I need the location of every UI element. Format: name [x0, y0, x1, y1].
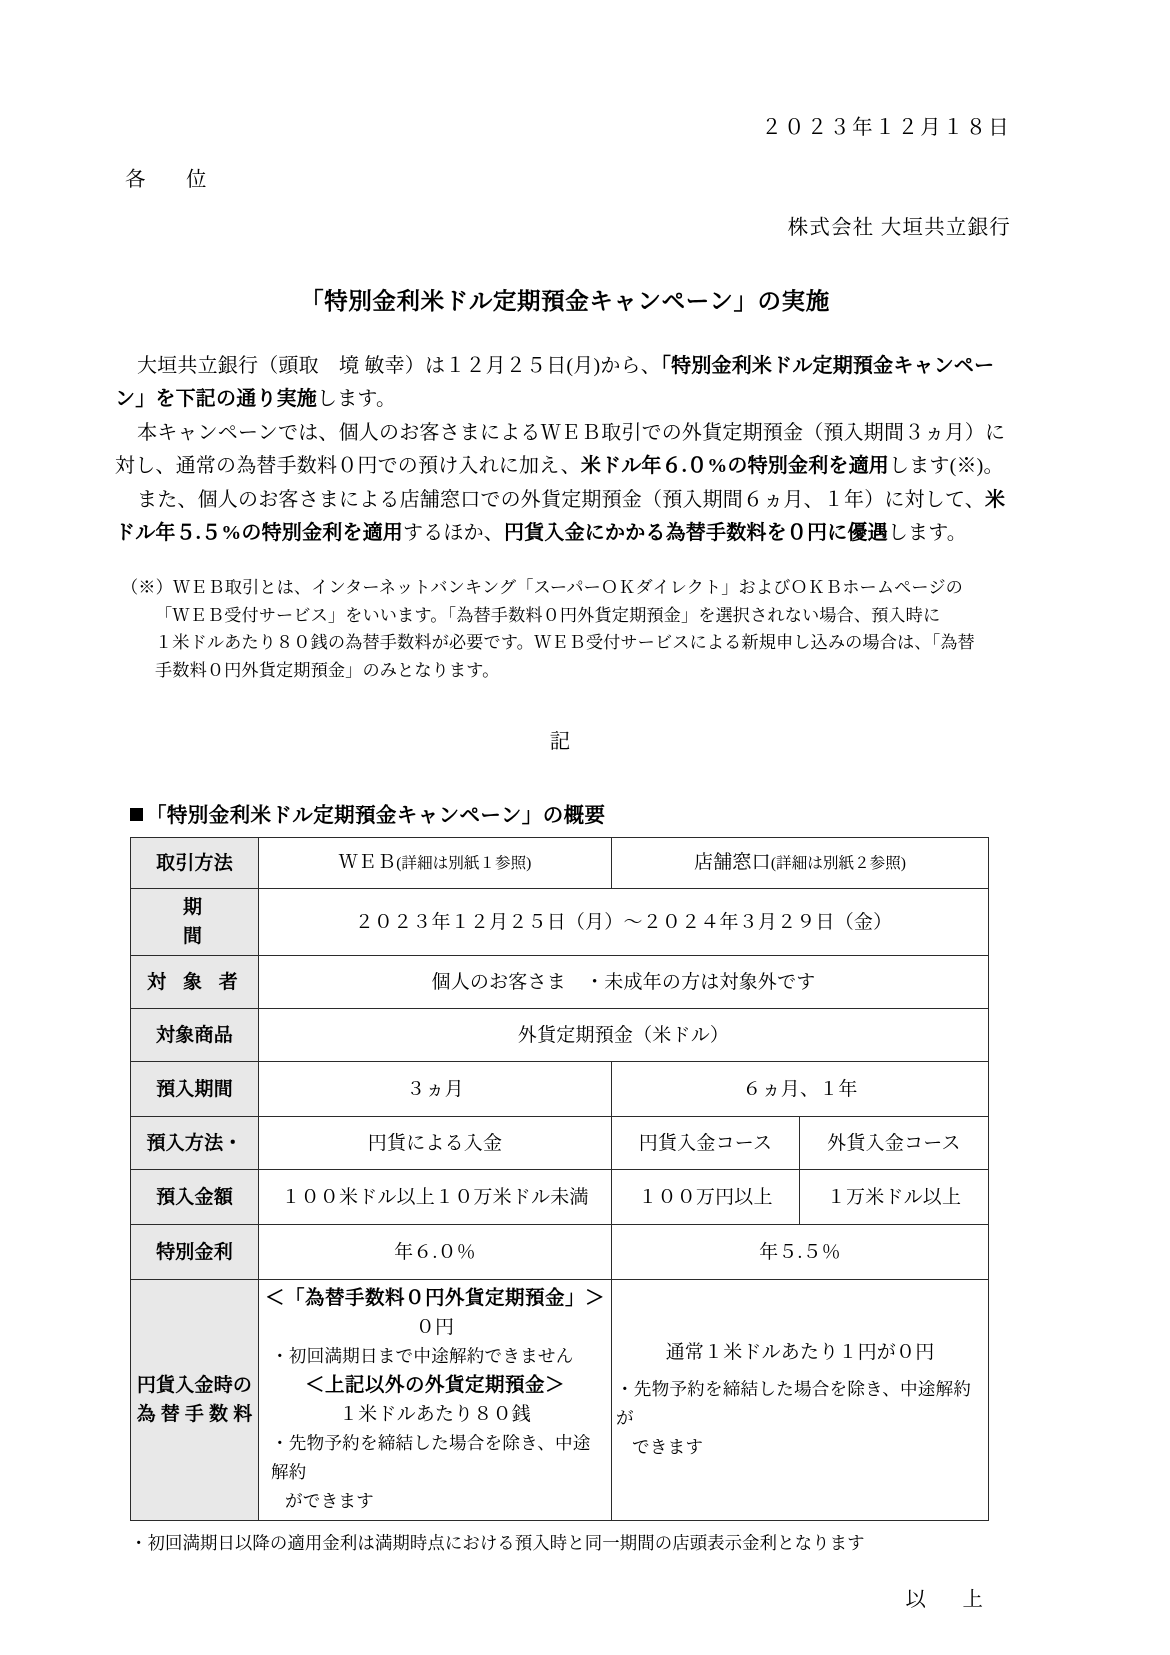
campaign-summary-table: [130, 837, 989, 1521]
fee-web-heading-1: ＜「為替手数料０円外貨定期預金」＞: [264, 1288, 605, 1309]
cell-method-branch: [612, 838, 989, 889]
section-heading-label: 「特別金利米ドル定期預金キャンペーン」の概要: [146, 805, 606, 827]
cell-method-web-main: ＷＥＢ: [338, 852, 397, 873]
bottom-note: ・初回満期日以降の適用金利は満期時点における預入時と同一期間の店頭表示金利となります: [130, 1533, 865, 1553]
row-header-fee-line-1: 円貨入金時の: [136, 1375, 253, 1396]
p1-text-a: 大垣共立銀行（頭取 境 敏幸）は１２月２５日(月)から、: [137, 355, 661, 377]
p3-text-bold-1: 米ドル年５.５%の特別金利を適用: [115, 489, 1006, 544]
row-header-fee-line-2: 為 替 手 数 料: [136, 1404, 253, 1425]
cell-method-web: [259, 838, 612, 889]
table-row-method: [131, 838, 989, 889]
row-header-deposit-amount: 預入金額: [131, 1170, 259, 1225]
footnote-line-4: 手数料０円外貨定期預金」のみとなります。: [155, 660, 500, 680]
fee-web-bullet-2-line-1: ・先物予約を締結した場合を除き、中途解約: [271, 1433, 591, 1482]
table-row-deposit-method: [131, 1117, 989, 1170]
paragraph-intro: [115, 350, 1015, 416]
cell-deposit-method-branch-yen: 円貨入金コース: [612, 1117, 800, 1170]
row-header-product: 対象商品: [131, 1009, 259, 1062]
cell-method-web-sub: (詳細は別紙１参照): [396, 855, 532, 872]
table-row-product: [131, 1009, 989, 1062]
footnote-line-3: １米ドルあたり８０銭の為替手数料が必要です。ＷＥＢ受付サービスによる新規申し込みの場合は、「為替: [155, 633, 975, 652]
row-header-rate: 特別金利: [131, 1225, 259, 1280]
fee-web-bullet-1: ・初回満期日まで中途解約できません: [271, 1346, 574, 1366]
issuer-name: 株式会社 大垣共立銀行: [787, 217, 1011, 239]
cell-term-branch: ６ヵ月、１年: [612, 1062, 989, 1117]
table-row-target: [131, 956, 989, 1009]
body-text: [115, 350, 1015, 550]
cell-deposit-amount-branch-fx: １万米ドル以上: [800, 1170, 989, 1225]
footnote-line-2: 「ＷＥＢ受付サービス」をいいます。「為替手数料０円外貨定期預金」を選択されない場合、預入時に: [155, 605, 941, 625]
row-header-deposit-method: 預入方法・: [131, 1117, 259, 1170]
document-content: [115, 110, 1015, 1612]
section-heading: [115, 798, 1015, 828]
table-row-period: [131, 889, 989, 956]
fee-web-value-2: １米ドルあたり８０銭: [338, 1404, 531, 1425]
fee-branch-bullet: [616, 1375, 984, 1462]
footnote-block: [115, 574, 1015, 684]
p3-text-a: また、個人のお客さまによる店舗窓口での外貨定期預金（預入期間６ヵ月、１年）に対して、: [137, 489, 985, 511]
cell-deposit-amount-branch-yen: １００万円以上: [612, 1170, 800, 1225]
fee-branch-bullet-line-2: できます: [632, 1437, 704, 1457]
fee-branch-value: 通常１米ドルあたり１円が０円: [665, 1342, 935, 1363]
p2-text-a: 本キャンペーンでは、個人のお客さまによるＷＥＢ取引での外貨定期預金（預入期間３ヵ月）に対し、通常の為替手数料０円での預け入れに加え、: [115, 422, 1006, 477]
paragraph-web: [115, 417, 1015, 483]
fee-web-bullet-2: [263, 1429, 607, 1516]
p1-text-b: します。: [317, 388, 397, 410]
addressee: 各 位: [125, 169, 217, 191]
row-header-fee: [131, 1280, 259, 1521]
cell-deposit-amount-web: １００米ドル以上１０万米ドル未満: [259, 1170, 612, 1225]
row-header-term: 預入期間: [131, 1062, 259, 1117]
fee-web-bullet-2-line-2: ができます: [285, 1491, 374, 1511]
table-row-rate: [131, 1225, 989, 1280]
p2-text-b: します(※)。: [889, 455, 1004, 477]
p3-text-b: します。: [887, 522, 968, 544]
p1-text-bold: 「特別金利米ドル定期預金キャンペーン」を下記の通り実施: [115, 355, 995, 410]
cell-term-web: ３ヵ月: [259, 1062, 612, 1117]
p2-text-bold: 米ドル年６.０%の特別金利を適用: [580, 455, 890, 477]
row-header-method: 取引方法: [131, 838, 259, 889]
table-row-term: [131, 1062, 989, 1117]
fee-web-value-1: ０円: [415, 1317, 455, 1338]
table-row-fee: [131, 1280, 989, 1521]
closing-mark: 以 上: [905, 1589, 991, 1611]
cell-period-value: ２０２３年１２月２５日（月）～２０２４年３月２９日（金）: [259, 889, 989, 956]
bullet-square-icon: [130, 808, 143, 821]
cell-deposit-method-web: 円貨による入金: [259, 1117, 612, 1170]
row-header-target: 対 象 者: [131, 956, 259, 1009]
footnote-line-1: （※）ＷＥＢ取引とは、インターネットバンキング「スーパーＯＫダイレクト」およびＯＫＢホームページの: [121, 578, 963, 597]
fee-branch-bullet-line-1: ・先物予約を締結した場合を除き、中途解約が: [616, 1379, 972, 1428]
fee-web-heading-2: ＜上記以外の外貨定期預金＞: [304, 1375, 565, 1396]
cell-fee-branch: [612, 1280, 989, 1521]
cell-method-branch-sub: (詳細は別紙２参照): [770, 855, 906, 872]
row-header-period: 期 間: [131, 889, 259, 956]
document-date: ２０２３年１２月１８日: [761, 117, 1011, 139]
cell-fee-web: [259, 1280, 612, 1521]
cell-rate-branch: 年５.５％: [612, 1225, 989, 1280]
page-title: 「特別金利米ドル定期預金キャンペーン」の実施: [300, 289, 830, 315]
p3-text-bold-2: 円貨入金にかかる為替手数料を０円に優遇: [504, 522, 888, 544]
cell-deposit-method-branch-fx: 外貨入金コース: [800, 1117, 989, 1170]
cell-target-value: 個人のお客さま ・未成年の方は対象外です: [259, 956, 989, 1009]
paragraph-branch: [115, 484, 1015, 550]
cell-rate-web: 年６.０％: [259, 1225, 612, 1280]
p3-text-mid: するほか、: [403, 522, 504, 544]
cell-product-value: 外貨定期預金（米ドル）: [259, 1009, 989, 1062]
cell-method-branch-main: 店舗窓口: [694, 852, 771, 873]
table-row-deposit-amount: [131, 1170, 989, 1225]
ki-mark: 記: [549, 731, 571, 753]
